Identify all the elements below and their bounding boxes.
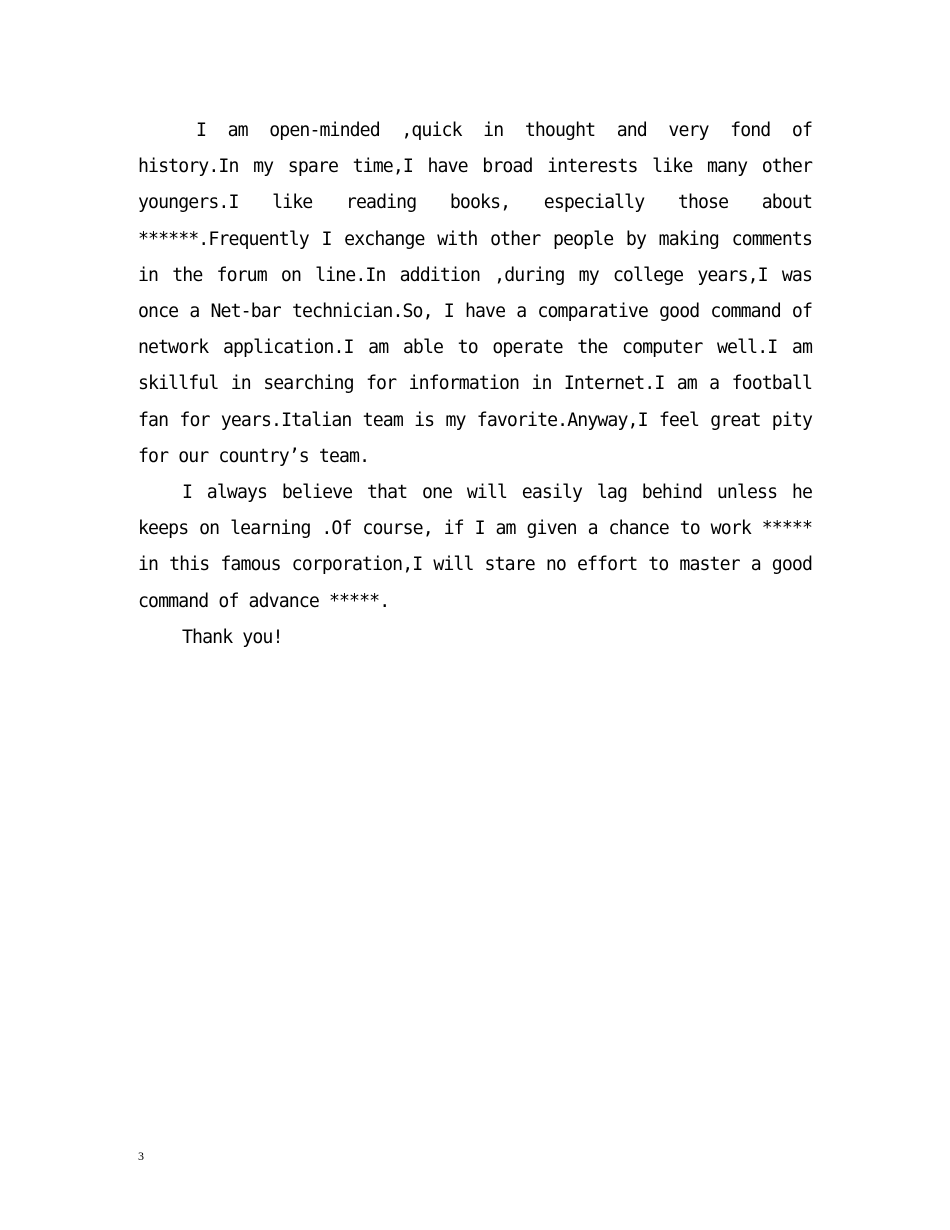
page-number: 3 (138, 1149, 144, 1163)
paragraph-learning: I always believe that one will easily lag behind unless he keeps on learning .Of course, if I am given a chance to work ***** in this famous corporation,I will stare no effort to master a good command of advance *****. (138, 482, 812, 612)
paragraph-introduction: I am open-minded ,quick in thought and very fond of history.In my spare time,I have broad interests like many other youngers.I like reading books, especially those about ******.Frequently I exchange with other people by making comments in the forum on line.In addition ,during my college years,I was once a Net-bar technician.So, I have a comparative good command of network application.I am able to operate the computer well.I am skillful in searching for information in Internet.I am a football fan for years.Italian team is my favorite.Anyway,I feel great pity for our country’s team. (138, 120, 812, 467)
document-body (138, 113, 812, 656)
paragraph-closing: Thank you! (182, 626, 283, 648)
